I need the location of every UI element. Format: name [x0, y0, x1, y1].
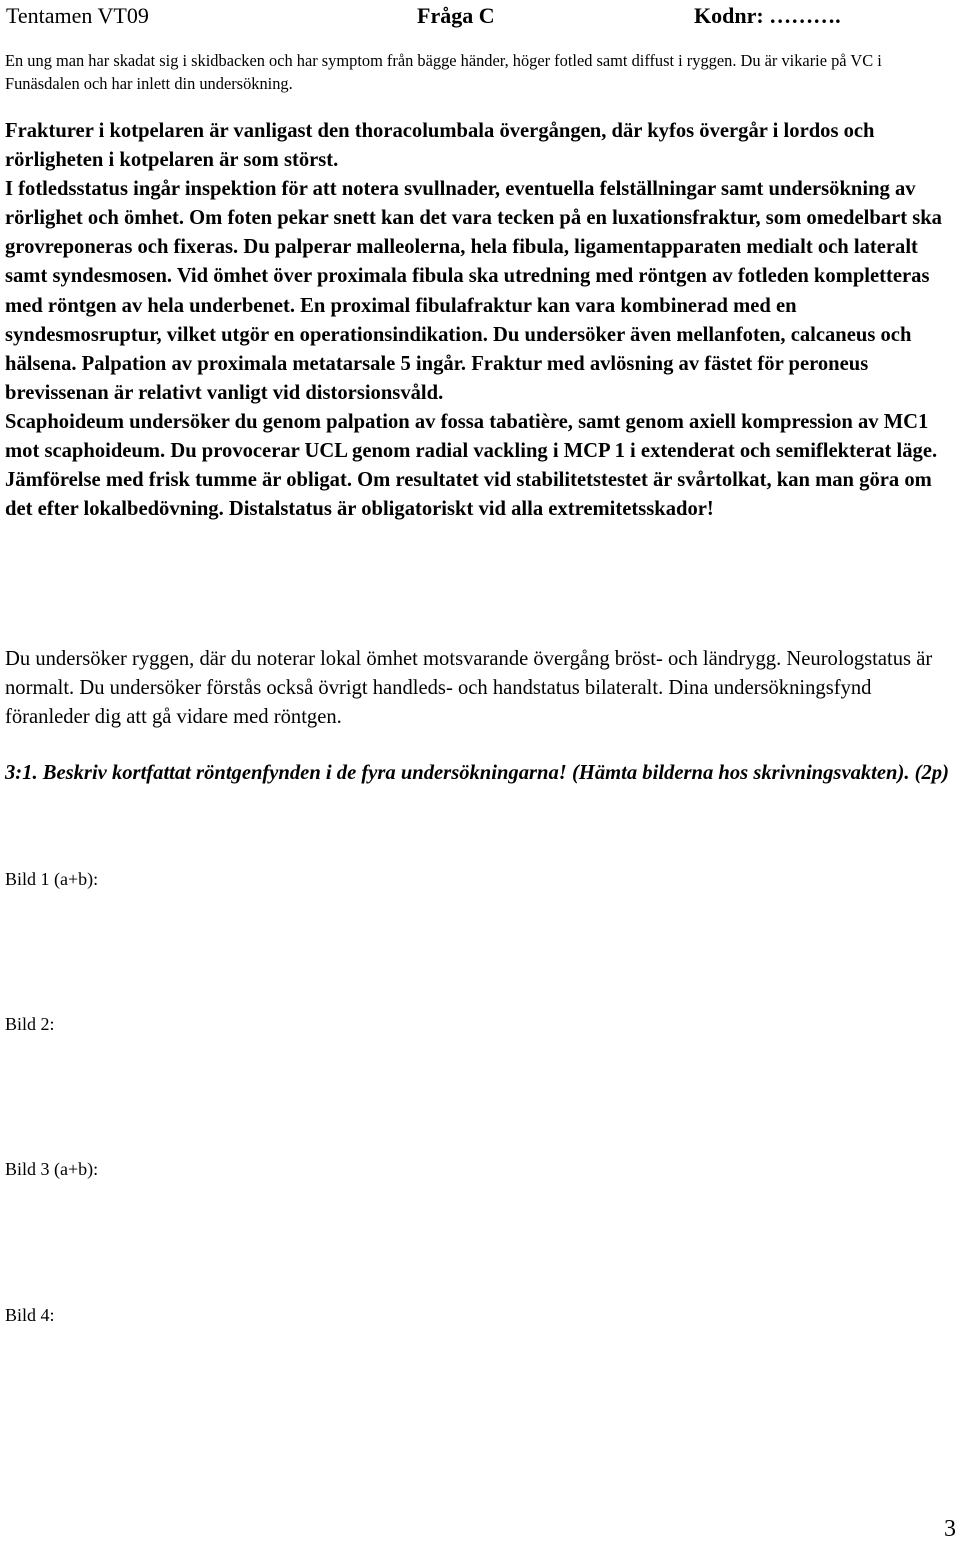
- case-intro: En ung man har skadat sig i skidbacken och har symptom från bägge händer, höger fotled samt diffust i ryggen. Du är vikarie på VC i Funäsdalen och har inlett din undersökning.: [5, 51, 882, 93]
- code-number-field: Kodnr: ……….: [694, 3, 841, 28]
- examination-guidance: [5, 117, 955, 524]
- exam-title: Tentamen VT09: [6, 3, 149, 28]
- image-label-3: Bild 3 (a+b):: [5, 1159, 99, 1179]
- task-question: 3:1. Beskriv kortfattat röntgenfynden i de fyra undersökningarna! (Hämta bilderna hos skrivningsvakten). (2p): [5, 762, 949, 784]
- image-label-2: Bild 2:: [5, 1014, 55, 1034]
- image-label-4: Bild 4:: [5, 1305, 55, 1325]
- spine-paragraph: Frakturer i kotpelaren är vanligast den thoracolumbala övergången, där kyfos övergår i lordos och rörligheten i kotpelaren är som störst.: [5, 120, 875, 172]
- question-label: Fråga C: [417, 3, 495, 28]
- case-findings: Du undersöker ryggen, där du noterar lokal ömhet motsvarande övergång bröst- och ländrygg. Neurologstatus är normalt. Du undersöker förstås också övrigt handleds- och handstatus bilateralt. Dina undersökningsfynd föranleder dig att gå vidare med röntgen.: [5, 648, 933, 729]
- image-label-1: Bild 1 (a+b):: [5, 869, 99, 889]
- page-number: 3: [944, 1516, 956, 1542]
- ankle-paragraph: I fotledsstatus ingår inspektion för att notera svullnader, eventuella felställningar samt undersökning av rörlighet och ömhet. Om foten pekar snett kan det vara tecken på en luxationsfraktur, som omedelbart ska grovreponeras och fixeras. Du palperar malleolerna, hela fibula, ligamentapparaten medialt och lateralt samt syndesmosen. Vid ömhet över proximala fibula ska utredning med röntgen av fotleden kompletteras med röntgen av hela underbenet. En proximal fibulafraktur kan vara kombinerad med en syndesmosruptur, vilket utgör en operationsindikation. Du undersöker även mellanfoten, calcaneus och hälsena. Palpation av proximala metatarsale 5 ingår. Fraktur med avlösning av fästet för peroneus brevissenan är relativt vanligt vid distorsionsvåld.: [5, 178, 942, 404]
- page-header: [6, 3, 946, 31]
- hand-paragraph: Scaphoideum undersöker du genom palpation av fossa tabatière, samt genom axiell kompression av MC1 mot scaphoideum. Du provocerar UCL genom radial vackling i MCP 1 i extenderat och semiflekterat läge. Jämförelse med frisk tumme är obligat. Om resultatet vid stabilitetstestet är svårtolkat, kan man göra om det efter lokalbedövning. Distalstatus är obligatoriskt vid alla extremitetsskador!: [5, 410, 938, 521]
